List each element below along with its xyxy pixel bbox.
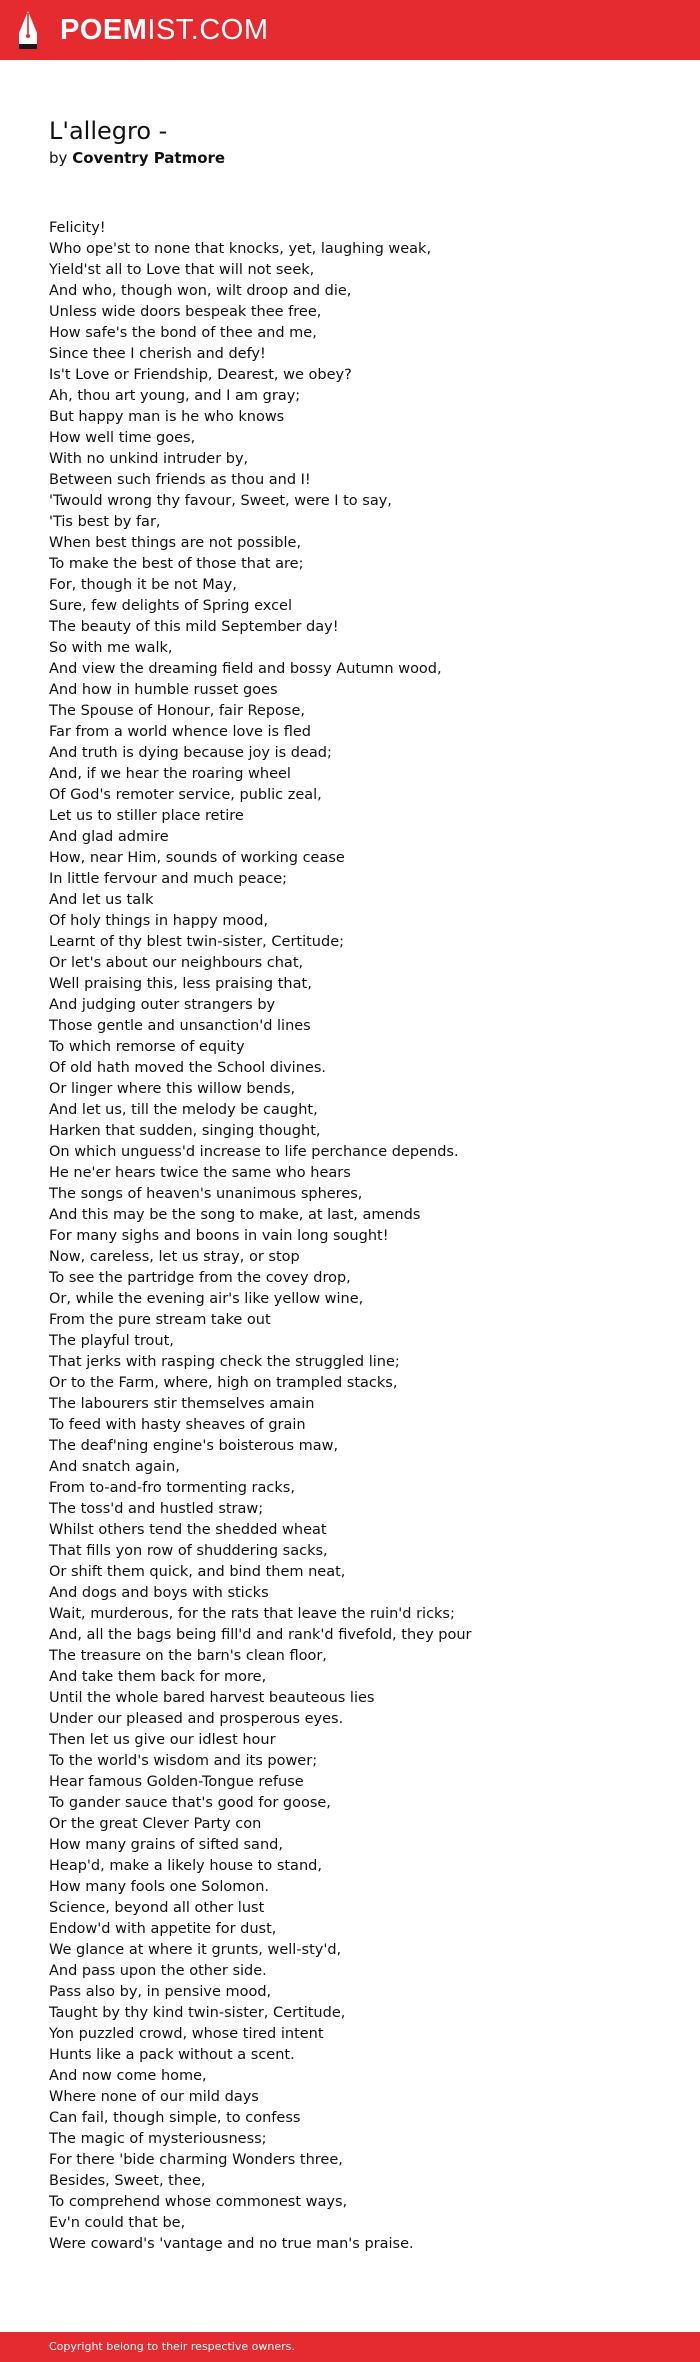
poem-line: The playful trout, — [49, 1333, 174, 1349]
poem-line: Those gentle and unsanction'd lines — [49, 1018, 311, 1034]
poem-line: Heap'd, make a likely house to stand, — [49, 1858, 322, 1874]
logo-bold-text: POEM — [60, 14, 148, 46]
poem-line: Ah, thou art young, and I am gray; — [49, 388, 301, 404]
poem-line: And dogs and boys with sticks — [49, 1585, 269, 1601]
poem-line: So with me walk, — [49, 640, 173, 656]
poem-line: And take them back for more, — [49, 1669, 267, 1685]
poem-line: When best things are not possible, — [49, 535, 302, 551]
site-footer — [0, 2332, 700, 2362]
poem-line: Pass also by, in pensive mood, — [49, 1984, 272, 2000]
poem-line: The deaf'ning engine's boisterous maw, — [49, 1438, 339, 1454]
poem-line: To see the partridge from the covey drop, — [49, 1270, 351, 1286]
poem-line: To which remorse of equity — [49, 1039, 245, 1055]
poem-line: To gander sauce that's good for goose, — [49, 1795, 331, 1811]
poem-line: Or let's about our neighbours chat, — [49, 955, 304, 971]
poem-line: The treasure on the barn's clean floor, — [49, 1648, 327, 1664]
poem-line: Or, while the evening air's like yellow wine, — [49, 1291, 364, 1307]
poem-line: The Spouse of Honour, fair Repose, — [49, 703, 306, 719]
poem-line: Wait, murderous, for the rats that leave the ruin'd ricks; — [49, 1606, 455, 1622]
poem-line: Well praising this, less praising that, — [49, 976, 312, 992]
poem-line: Hunts like a pack without a scent. — [49, 2047, 295, 2063]
poem-line: Whilst others tend the shedded wheat — [49, 1522, 327, 1538]
author-link[interactable]: Coventry Patmore — [72, 149, 226, 167]
poem-line: Yield'st all to Love that will not seek, — [49, 262, 315, 278]
poem-line: The toss'd and hustled straw; — [49, 1501, 264, 1517]
poem-line: Let us to stiller place retire — [49, 808, 244, 824]
poem-line: The magic of mysteriousness; — [49, 2131, 267, 2147]
poem-line: Sure, few delights of Spring excel — [49, 598, 292, 614]
poem-line: Ev'n could that be, — [49, 2215, 186, 2231]
poem-line: On which unguess'd increase to life perchance depends. — [49, 1144, 459, 1160]
copyright-text: Copyright belong to their respective owners. — [49, 2340, 295, 2353]
poem-line: We glance at where it grunts, well-sty'd, — [49, 1942, 342, 1958]
poem-line: How many grains of sifted sand, — [49, 1837, 283, 1853]
poem-line: The songs of heaven's unanimous spheres, — [49, 1186, 363, 1202]
poem-line: Between such friends as thou and I! — [49, 472, 311, 488]
poem-line: 'Twould wrong thy favour, Sweet, were I to say, — [49, 493, 392, 509]
poem-line: With no unkind intruder by, — [49, 451, 249, 467]
poem-line: How safe's the bond of thee and me, — [49, 325, 317, 341]
poem-body — [49, 218, 669, 2255]
poem-line: Besides, Sweet, thee, — [49, 2173, 206, 2189]
poem-line: How, near Him, sounds of working cease — [49, 850, 345, 866]
poem-line: The beauty of this mild September day! — [49, 619, 339, 635]
poem-line: And truth is dying because joy is dead; — [49, 745, 332, 761]
poem-line: Hear famous Golden-Tongue refuse — [49, 1774, 304, 1790]
site-logo-link[interactable] — [60, 14, 269, 46]
poem-line: Of holy things in happy mood, — [49, 913, 269, 929]
poem-line: Or linger where this willow bends, — [49, 1081, 296, 1097]
poem-line: From the pure stream take out — [49, 1312, 271, 1328]
poem-line: Or the great Clever Party con — [49, 1816, 262, 1832]
poem-line: And glad admire — [49, 829, 169, 845]
poem-line: Learnt of thy blest twin-sister, Certitude; — [49, 934, 344, 950]
poem-line: And, if we hear the roaring wheel — [49, 766, 291, 782]
poem-line: How many fools one Solomon. — [49, 1879, 270, 1895]
poem-line: Or shift them quick, and bind them neat, — [49, 1564, 346, 1580]
poem-line: Is't Love or Friendship, Dearest, we obey? — [49, 367, 352, 383]
poem-line: For there 'bide charming Wonders three, — [49, 2152, 343, 2168]
site-header — [0, 0, 700, 60]
poem-line: Since thee I cherish and defy! — [49, 346, 266, 362]
poem-line: Were coward's 'vantage and no true man's praise. — [49, 2236, 414, 2252]
poem-line: Until the whole bared harvest beauteous lies — [49, 1690, 375, 1706]
poem-line: That fills yon row of shuddering sacks, — [49, 1543, 328, 1559]
poem-line: And snatch again, — [49, 1459, 180, 1475]
poem-line: How well time goes, — [49, 430, 196, 446]
poem-line: But happy man is he who knows — [49, 409, 285, 425]
poem-line: Can fail, though simple, to confess — [49, 2110, 301, 2126]
poem-line: And view the dreaming field and bossy Autumn wood, — [49, 661, 442, 677]
by-label: by — [49, 149, 68, 167]
poem-line: To the world's wisdom and its power; — [49, 1753, 318, 1769]
poem-line: Taught by thy kind twin-sister, Certitude, — [49, 2005, 346, 2021]
poem-title: L'allegro - — [49, 117, 168, 145]
poem-line: Science, beyond all other lust — [49, 1900, 265, 1916]
poem-line: From to-and-fro tormenting racks, — [49, 1480, 295, 1496]
poem-line: The labourers stir themselves amain — [49, 1396, 315, 1412]
poem-line: Felicity! — [49, 220, 106, 236]
poem-line: For, though it be not May, — [49, 577, 237, 593]
poem-line: Then let us give our idlest hour — [49, 1732, 276, 1748]
poem-line: And how in humble russet goes — [49, 682, 278, 698]
poem-line: Now, careless, let us stray, or stop — [49, 1249, 300, 1265]
poem-line: To feed with hasty sheaves of grain — [49, 1417, 306, 1433]
poem-line: And pass upon the other side. — [49, 1963, 267, 1979]
poem-line: And let us talk — [49, 892, 154, 908]
pen-nib-icon — [17, 11, 39, 49]
poem-line: Or to the Farm, where, high on trampled stacks, — [49, 1375, 398, 1391]
poem-line: To make the best of those that are; — [49, 556, 304, 572]
byline — [49, 148, 225, 168]
poem-line: Unless wide doors bespeak thee free, — [49, 304, 322, 320]
poem-line: In little fervour and much peace; — [49, 871, 288, 887]
poem-line: And now come home, — [49, 2068, 207, 2084]
poem-line: Where none of our mild days — [49, 2089, 259, 2105]
poem-line: Far from a world whence love is fled — [49, 724, 311, 740]
poem-line: And judging outer strangers by — [49, 997, 276, 1013]
poem-line: And who, though won, wilt droop and die, — [49, 283, 352, 299]
poem-line: He ne'er hears twice the same who hears — [49, 1165, 351, 1181]
poem-line: That jerks with rasping check the struggled line; — [49, 1354, 400, 1370]
poem-line: Yon puzzled crowd, whose tired intent — [49, 2026, 324, 2042]
poem-line: And, all the bags being fill'd and rank'd fivefold, they pour — [49, 1627, 472, 1643]
poem-line: And let us, till the melody be caught, — [49, 1102, 318, 1118]
poem-line: And this may be the song to make, at last, amends — [49, 1207, 421, 1223]
poem-line: Under our pleased and prosperous eyes. — [49, 1711, 344, 1727]
logo-light-text: IST.COM — [147, 14, 269, 46]
poem-line: Of old hath moved the School divines. — [49, 1060, 326, 1076]
poem-line: To comprehend whose commonest ways, — [49, 2194, 348, 2210]
poem-line: Of God's remoter service, public zeal, — [49, 787, 322, 803]
poem-line: For many sighs and boons in vain long sought! — [49, 1228, 389, 1244]
poem-line: Who ope'st to none that knocks, yet, laughing weak, — [49, 241, 432, 257]
poem-line: Endow'd with appetite for dust, — [49, 1921, 277, 1937]
poem-line: Harken that sudden, singing thought, — [49, 1123, 321, 1139]
poem-line: 'Tis best by far, — [49, 514, 161, 530]
